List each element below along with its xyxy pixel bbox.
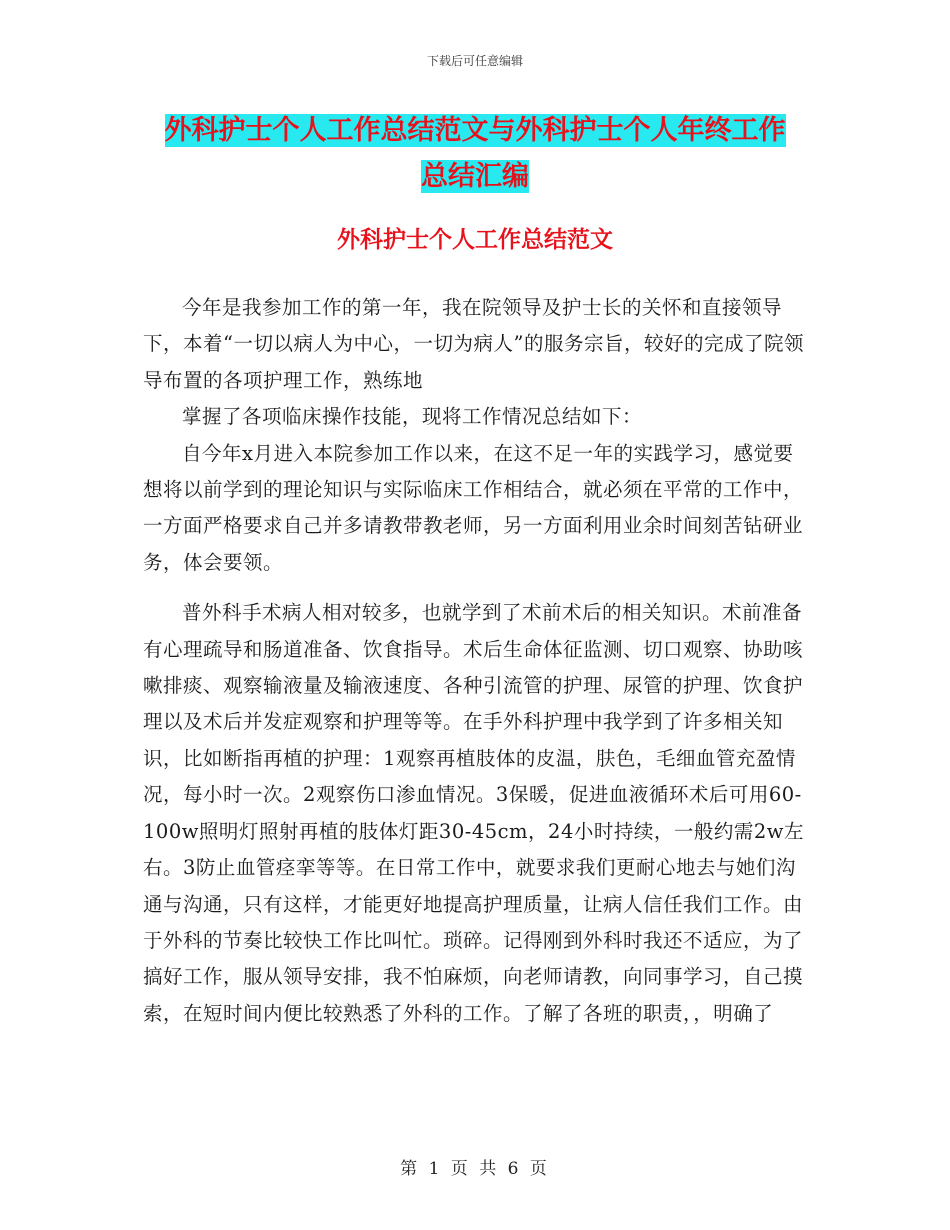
paragraph-3: 自今年x月进入本院参加工作以来，在这不足一年的实践学习，感觉要想将以前学到的理论知识与实际临床工作相结合，就必须在平常的工作中，一方面严格要求自己并多请教带教老师，另一方面利用业余时间刻苦钻研业务，体会要领。 — [143, 441, 804, 574]
document-title — [140, 108, 810, 200]
title-line-2: 总结汇编 — [421, 161, 529, 192]
header-note: 下载后可任意编辑 — [426, 54, 523, 68]
paragraph-2: 掌握了各项临床操作技能，现将工作情况总结如下： — [182, 405, 643, 429]
paragraph-1: 今年是我参加工作的第一年，我在院领导及护士长的关怀和直接领导下，本着“一切以病人为中心，一切为病人”的服务宗旨，较好的完成了院领导布置的各项护理工作，熟练地 — [143, 296, 804, 392]
page-footer: 第 1 页 共 6 页 — [400, 1159, 550, 1179]
section-subtitle: 外科护士个人工作总结范文 — [337, 227, 613, 253]
paragraph-4: 普外科手术病人相对较多，也就学到了术前术后的相关知识。术前准备有心理疏导和肠道准备、饮食指导。术后生命体征监测、切口观察、协助咳嗽排痰、观察输液量及输液速度、各种引流管的护理、尿管的护理、饮食护理以及术后并发症观察和护理等等。在手外科护理中我学到了许多相关知识，比如断指再植的护理：1观察再植肢体的皮温，肤色，毛细血管充盈情况，每小时一次。2观察伤口渗血情况。3保暖，促进血液循环术后可用60-100w照明灯照射再植的肢体灯距30-45cm，24小时持续，一般约需2w左右。3防止血管痉挛等等。在日常工作中，就要求我们更耐心地去与她们沟通与沟通，只有这样，才能更好地提高护理质量，让病人信任我们工作。由于外科的节奏比较快工作比叫忙。琐碎。记得刚到外科时我还不适应，为了搞好工作，服从领导安排，我不怕麻烦，向老师请教，向同事学习，自己摸索，在短时间内便比较熟悉了外科的工作。了解了各班的职责，，明确了 — [143, 601, 804, 1025]
title-line-1: 外科护士个人工作总结范文与外科护士个人年终工作 — [164, 115, 786, 146]
body-text — [143, 290, 813, 1032]
